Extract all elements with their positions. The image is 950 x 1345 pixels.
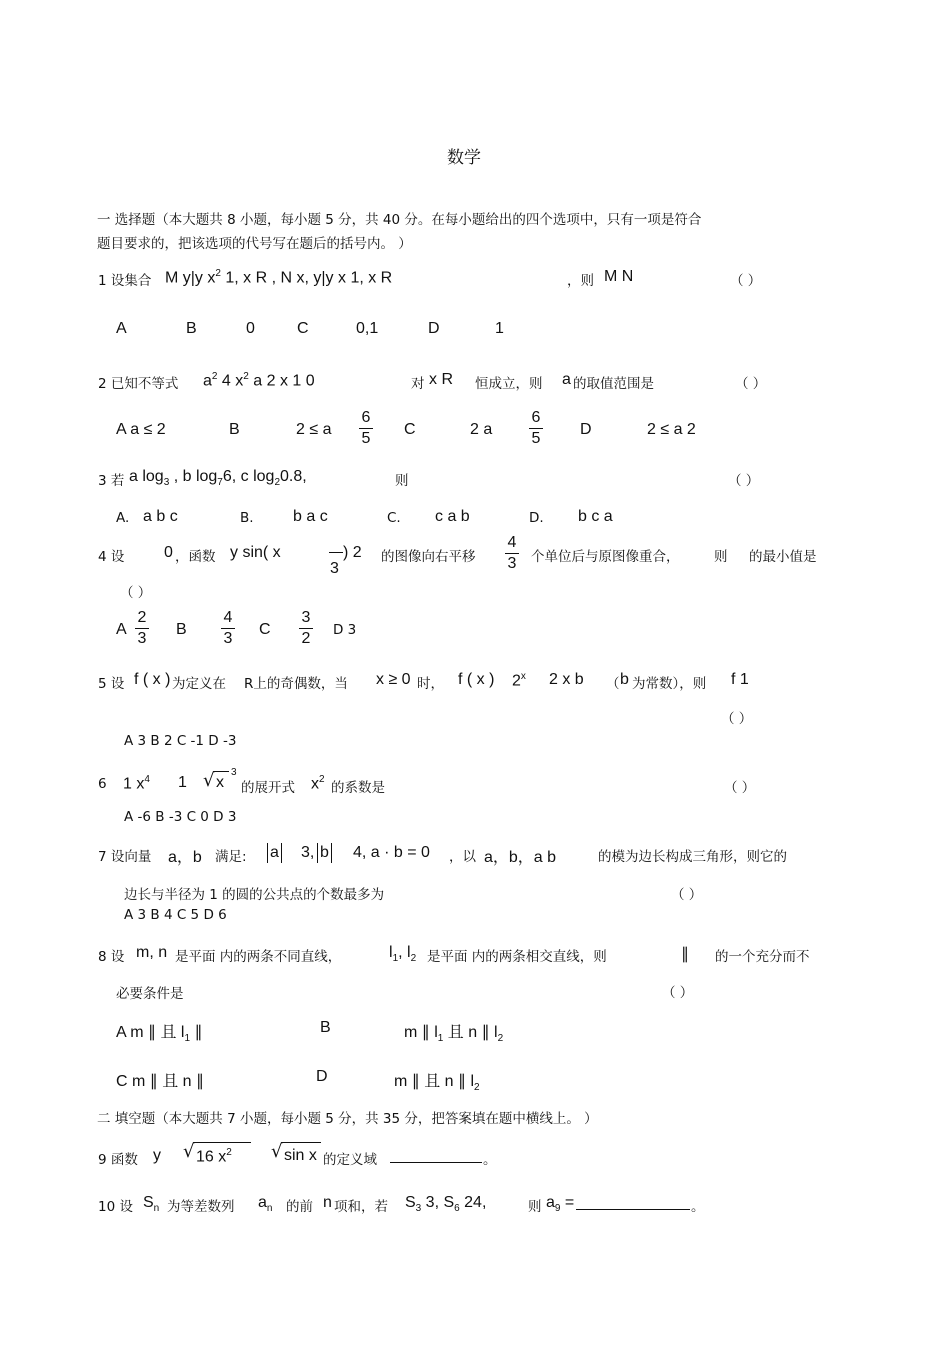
q4-b-den: 3 — [223, 630, 233, 647]
q10-a-sub: n — [266, 1203, 273, 1215]
q8-parallel: ∥ — [681, 946, 689, 963]
q2-option-b-value: 2 ≤ a — [296, 421, 332, 438]
q8-option-d-value — [394, 1068, 480, 1093]
q2-option-c-value: 2 a — [470, 421, 493, 438]
section-1-header: 一 选择题（本大题共 8 小题，每小题 5 分，共 40 分。在每小题给出的四个选项中，只有一项是符合 — [97, 212, 702, 228]
q4-shift-fraction — [505, 534, 519, 573]
q10-sum-text: 项和，若 — [334, 1199, 388, 1215]
q1-set-m-expr: M y|y x — [165, 269, 216, 287]
q7-triangle-text: 的模为边长构成三角形，则它的 — [598, 849, 787, 865]
q1-option-b: B — [186, 320, 197, 337]
q3-expressions — [129, 468, 307, 488]
q3-c-arg: 0.8, — [280, 468, 307, 485]
q4-option-b-fraction — [221, 609, 235, 648]
q7-prefix: 7 设向量 — [98, 849, 152, 865]
q1-then: ，则 — [567, 273, 594, 289]
q2-option-b: B — [229, 421, 240, 438]
q3-base-7: 7 — [217, 477, 223, 489]
q5-prefix: 5 设 — [98, 676, 125, 692]
q7-abs-b-right — [331, 843, 332, 863]
q6-exp4: 4 — [144, 774, 150, 785]
q5-defined-text: 为定义在 — [172, 676, 226, 692]
q9-exp2: 2 — [226, 1147, 232, 1158]
q10-s3-sub: 3 — [415, 1203, 422, 1215]
q5-answer-paren: （ ） — [721, 711, 753, 727]
q1-set-n-expr: 1, x R , N x, y|y x 1, x R — [220, 269, 393, 287]
q1-answer-paren: （ ） — [730, 273, 762, 289]
q2-a: a — [203, 372, 212, 390]
q4-denominator: 3 — [330, 560, 339, 577]
q5-exp: x — [520, 671, 526, 682]
q7-answer-paren: （ ） — [671, 887, 703, 903]
q7-abs-b: b — [320, 844, 329, 861]
q10-s3: S — [405, 1194, 416, 1211]
q9-y: y — [153, 1147, 161, 1164]
q8-option-b-sub1: 1 — [437, 1033, 444, 1045]
q8-option-b-sub2: 2 — [497, 1033, 504, 1045]
q7-value-3: 3, — [301, 844, 315, 861]
q5-fx-def: f ( x ) — [458, 671, 495, 688]
q7-abs-b-left — [317, 843, 318, 863]
q7-sides: a，b，a b — [484, 849, 557, 866]
q6-exp3: 3 — [231, 767, 237, 778]
q6-prefix: 6 — [98, 776, 107, 792]
q3-prefix: 3 若 — [98, 473, 125, 489]
q8-option-c: C m ∥ 且 n ∥ — [116, 1073, 205, 1090]
q3-base-3: 3 — [163, 477, 170, 489]
q4-prefix: 4 设 — [98, 549, 125, 565]
q10-n: n — [323, 1194, 332, 1211]
q6-coef-text: 的系数是 — [331, 780, 385, 796]
q6-sqrt-x: x — [216, 774, 224, 791]
q4-a-num: 2 — [137, 609, 147, 626]
q3-c: 6, c log — [222, 468, 275, 485]
q3-a: a log — [129, 468, 164, 485]
q1-option-d: D — [428, 320, 440, 337]
q8-plane-text1: 是平面 内的两条不同直线， — [175, 949, 342, 965]
q9-prefix: 9 函数 — [98, 1152, 138, 1168]
q2-exp1: 2 — [211, 371, 218, 382]
q2-frac-b-den: 5 — [361, 430, 371, 447]
q8-option-b-text2: 且 n ∥ l — [443, 1024, 498, 1041]
q10-a9-sub: 9 — [554, 1203, 561, 1215]
q6-sqrt-bar — [213, 771, 229, 772]
q9-sqrt2-symbol: √ — [271, 1141, 283, 1162]
q4-coincide-text: 个单位后与原图像重合， — [531, 549, 680, 565]
q7-value-4: 4, a · b = 0 — [353, 844, 430, 861]
q8-sub2: 2 — [410, 953, 417, 965]
q4-function-tail: ) 2 — [343, 544, 362, 561]
q5-fx: f ( x ) — [134, 671, 171, 688]
q7-with: ，以 — [449, 849, 476, 865]
q8-plane-text2: 是平面 内的两条相交直线，则 — [427, 949, 607, 965]
q1-option-a: A — [116, 320, 127, 337]
q4-a-den: 3 — [137, 630, 147, 647]
q9-radicand2: sin x — [284, 1147, 317, 1164]
q3-base-2: 2 — [274, 477, 281, 489]
q5-f-minus1: f 1 — [731, 671, 749, 688]
q10-value-24: 24, — [459, 1194, 487, 1211]
q10-s6-sub: 6 — [454, 1203, 460, 1215]
q10-prefix: 10 设 — [98, 1199, 133, 1215]
q2-fraction-c — [529, 409, 543, 448]
q2-term2: 4 x — [217, 372, 244, 390]
q4-option-b: B — [176, 621, 187, 638]
q6-factor1 — [123, 774, 150, 793]
q10-first: 的前 — [286, 1199, 313, 1215]
q9-radicand1 — [196, 1147, 232, 1166]
q10-equals: = — [560, 1194, 575, 1211]
q10-answer-blank[interactable] — [576, 1209, 690, 1210]
q1-option-d-value: 1 — [495, 320, 504, 337]
q8-option-a-text: A m ∥ 且 l — [116, 1024, 185, 1041]
q9-period: 。 — [483, 1152, 497, 1168]
q4-shift-num: 4 — [507, 534, 517, 551]
q4-function: y sin( x — [230, 544, 281, 561]
q9-sqrt1-symbol: √ — [183, 1141, 195, 1162]
section-2-header: 二 填空题（本大题共 7 小题，每小题 5 分，共 35 分，把答案填在题中横线上。 ） — [97, 1111, 598, 1127]
q9-radicand1-text: 16 x — [196, 1148, 227, 1166]
q8-option-d: D — [316, 1068, 328, 1085]
q3-option-c: C. — [387, 510, 401, 526]
q8-option-a-sub: 1 — [184, 1033, 191, 1045]
q10-s: S — [143, 1194, 154, 1211]
q6-expand-text: 的展开式 — [241, 780, 295, 796]
q5-options: A 3 B 2 C -1 D -3 — [124, 733, 237, 749]
q4-c-den: 2 — [301, 630, 311, 647]
q3-option-c-value: c a b — [435, 508, 470, 525]
q8-option-a — [116, 1019, 202, 1044]
q8-l2: , l — [398, 944, 411, 961]
q3-option-b: B. — [240, 510, 254, 526]
q10-a9-base: a — [546, 1194, 555, 1211]
q9-domain-text: 的定义域 — [323, 1152, 377, 1168]
q7-abs-a-left — [267, 843, 268, 863]
q5-base: 2 — [512, 672, 521, 690]
q1-exp: 2 — [215, 268, 221, 279]
q2-option-d: D — [580, 421, 592, 438]
q6-options: A -6 B -3 C 0 D 3 — [124, 809, 237, 825]
q4-shift-den: 3 — [507, 555, 517, 572]
q4-answer-paren: （ ） — [120, 585, 152, 601]
q6-base1: 1 x — [123, 775, 145, 793]
q5-rest: 2 x b — [549, 671, 584, 688]
q5-bnote-open: （ — [606, 676, 620, 692]
q3-option-a-value: a b c — [143, 508, 178, 525]
q4-b-num: 4 — [223, 609, 233, 626]
q4-pi-over-3-bar — [329, 552, 343, 553]
q8-l1: l — [389, 944, 393, 961]
q2-answer-paren: （ ） — [735, 376, 767, 392]
q3-b: , b log — [169, 468, 218, 485]
q7-abs-a: a — [270, 844, 279, 861]
q10-a: a — [258, 1194, 267, 1211]
q2-frac-b-num: 6 — [361, 409, 371, 426]
page-title: 数学 — [447, 148, 481, 168]
q8-option-b-text: m ∥ l — [404, 1024, 438, 1041]
q6-x2 — [311, 774, 325, 793]
q6-sqrt-symbol: √ — [203, 770, 215, 791]
q2-exp2: 2 — [243, 371, 249, 382]
q1-option-c-value: 0,1 — [356, 320, 379, 337]
q5-condition: x ≥ 0 — [376, 671, 411, 688]
q9-answer-blank[interactable] — [390, 1162, 482, 1163]
q7-vectors: a，b — [168, 849, 202, 866]
q4-option-a: A — [116, 621, 127, 638]
q10-value-3: 3, S — [421, 1194, 455, 1211]
q7-abs-a-right — [281, 843, 282, 863]
q8-option-b-value — [404, 1019, 503, 1044]
q7-options: A 3 B 4 C 5 D 6 — [124, 907, 227, 923]
q2-option-c: C — [404, 421, 416, 438]
q4-shift-text: 的图像向右平移 — [381, 549, 476, 565]
q6-one: 1 — [178, 774, 187, 791]
q2-option-a: A a ≤ 2 — [116, 421, 166, 438]
q1-option-b-value: 0 — [246, 320, 255, 337]
q8-option-a-end: ∥ — [190, 1024, 203, 1041]
q1-intersection: M N — [604, 268, 634, 285]
q10-sn — [143, 1194, 159, 1214]
q7-line2: 边长与半径为 1 的圆的公共点的个数最多为 — [124, 887, 385, 903]
q2-domain: x R — [429, 371, 453, 388]
q4-omega-cond: 0 — [164, 544, 173, 561]
q4-option-d: D 3 — [333, 622, 357, 638]
q10-a9 — [546, 1194, 574, 1214]
q8-condition-text: 的一个充分而不 — [715, 949, 810, 965]
q2-inequality — [203, 371, 315, 390]
q7-satisfy: 满足: — [215, 849, 247, 865]
q5-odd-text: R上的奇偶数，当 — [244, 676, 348, 692]
q3-option-b-value: b a c — [293, 508, 328, 525]
q2-range-text: 的取值范围是 — [573, 376, 654, 392]
q10-period: 。 — [691, 1199, 705, 1215]
q5-power — [512, 671, 526, 690]
q4-function-text: ，函数 — [175, 549, 216, 565]
q9-sqrt1-bar — [193, 1142, 251, 1143]
q2-fraction-b — [359, 409, 373, 448]
q2-term3: a 2 x 1 0 — [248, 372, 315, 390]
q10-seq-text: 为等差数列 — [167, 1199, 235, 1215]
q4-option-c: C — [259, 621, 271, 638]
q1-set-m — [165, 268, 392, 287]
q8-mn: m, n — [136, 944, 168, 961]
q9-sqrt2-bar — [281, 1142, 321, 1143]
section-1-header-line2: 题目要求的，把该选项的代号写在题后的括号内。 ） — [97, 236, 412, 252]
q3-option-a: A. — [116, 510, 130, 526]
q8-l1-l2 — [389, 944, 416, 964]
q5-when: 时， — [417, 676, 444, 692]
q4-option-a-fraction — [135, 609, 149, 648]
q3-answer-paren: （ ） — [728, 473, 760, 489]
q6-x2-base: x — [311, 775, 319, 793]
q10-s-sub: n — [153, 1203, 160, 1215]
q8-sub1: 1 — [392, 953, 399, 965]
q4-then: 则 — [714, 549, 728, 565]
q2-frac-c-den: 5 — [531, 430, 541, 447]
q8-answer-paren: （ ） — [662, 985, 694, 1001]
q3-then: 则 — [395, 473, 409, 489]
q2-holds: 恒成立，则 — [475, 376, 543, 392]
q3-option-d: D. — [529, 510, 544, 526]
q2-option-d-value: 2 ≤ a 2 — [647, 421, 696, 438]
q8-option-b: B — [320, 1019, 331, 1036]
q3-option-d-value: b c a — [578, 508, 613, 525]
q10-an — [258, 1194, 272, 1214]
q2-a-var: a — [562, 371, 571, 388]
q10-then: 则 — [528, 1199, 542, 1215]
q2-for: 对 — [411, 376, 425, 392]
q2-prefix: 2 已知不等式 — [98, 376, 179, 392]
q1-option-c: C — [297, 320, 309, 337]
q8-option-d-text: m ∥ 且 n ∥ l — [394, 1073, 475, 1090]
q6-answer-paren: （ ） — [724, 780, 756, 796]
q10-conditions — [405, 1194, 486, 1214]
q4-c-num: 3 — [301, 609, 311, 626]
q8-option-d-sub: 2 — [474, 1082, 480, 1094]
q4-option-c-fraction — [299, 609, 313, 648]
q2-frac-c-num: 6 — [531, 409, 541, 426]
q8-line2: 必要条件是 — [116, 986, 184, 1002]
q8-prefix: 8 设 — [98, 949, 125, 965]
q6-x2-exp: 2 — [319, 774, 325, 785]
q5-bnote-close: 为常数），则 — [632, 676, 707, 692]
q5-b-var: b — [620, 671, 629, 688]
q1-prefix: 1 设集合 — [98, 273, 152, 289]
q4-min-text: 的最小值是 — [749, 549, 817, 565]
